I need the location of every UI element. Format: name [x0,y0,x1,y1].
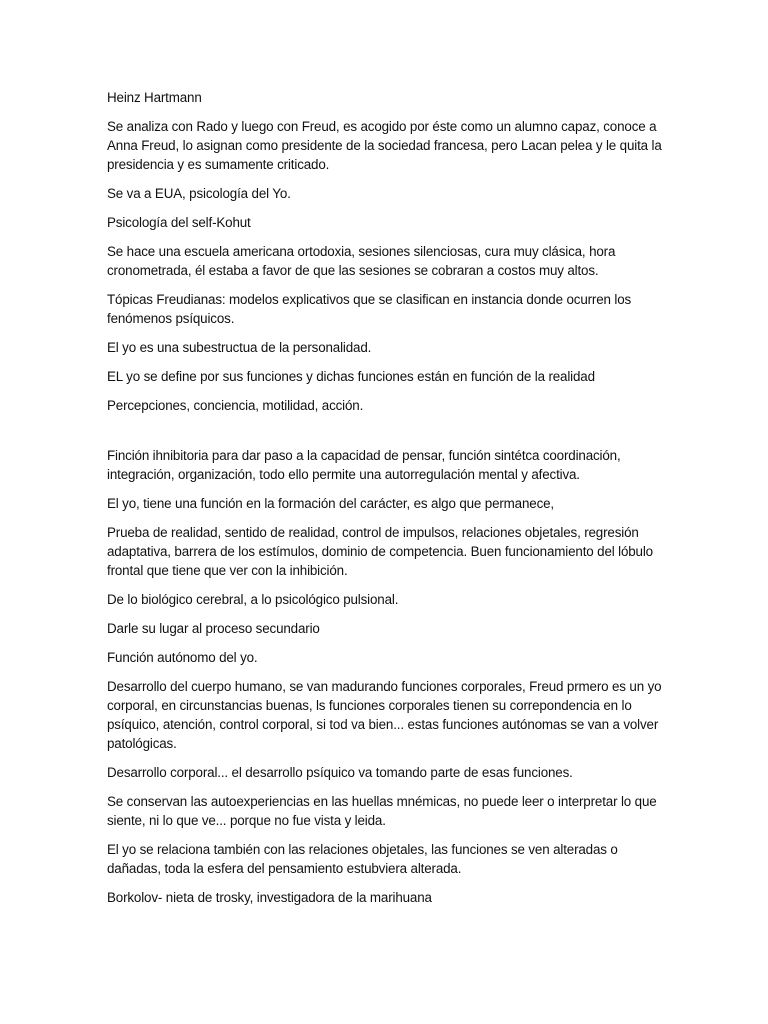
paragraph: Se conservan las autoexperiencias en las huellas mnémicas, no puede leer o interpretar lo que siente, ni lo que ve... porque no fue vista y leida. [107,794,661,828]
paragraph: Prueba de realidad, sentido de realidad, control de impulsos, relaciones objetales, regresión adaptativa, barrera de los estímulos, dominio de competencia. Buen funcionamiento del lóbulo frontal que tiene que ver con la inhibición. [107,525,657,578]
paragraph: Desarrollo corporal... el desarrollo psíquico va tomando parte de esas funciones. [107,765,573,780]
paragraph: Se hace una escuela americana ortodoxia, sesiones silenciosas, cura muy clásica, hora cronometrada, él estaba a favor de que las sesiones se cobraran a costos muy altos. [107,244,619,278]
paragraph: El yo es una subestructua de la personalidad. [107,340,372,355]
document-page [107,88,667,917]
paragraph: Finción ihnibitoria para dar paso a la capacidad de pensar, función sintétca coordinación, integración, organización, todo ello permite una autorregulación mental y afectiva. [107,448,625,482]
paragraph: EL yo se define por sus funciones y dichas funciones están en función de la realidad [107,369,595,384]
document-heading: Heinz Hartmann [107,90,202,105]
paragraph: De lo biológico cerebral, a lo psicológico pulsional. [107,592,399,607]
paragraph: Función autónomo del yo. [107,650,258,665]
paragraph: El yo, tiene una función en la formación del carácter, es algo que permanece, [107,496,554,511]
paragraph: Tópicas Freudianas: modelos explicativos que se clasifican en instancia donde ocurren los fenómenos psíquicos. [107,292,635,326]
paragraph: Se analiza con Rado y luego con Freud, es acogido por éste como un alumno capaz, conoce a Anna Freud, lo asignan como presidente de la sociedad francesa, pero Lacan pelea y le quita la presidencia y es sumamente criticado. [107,119,666,172]
paragraph: Psicología del self-Kohut [107,215,251,230]
paragraph: Percepciones, conciencia, motilidad, acción. [107,398,364,413]
blank-line [107,425,667,446]
paragraph: El yo se relaciona también con las relaciones objetales, las funciones se ven alteradas o dañadas, toda la esfera del pensamiento estubviera alterada. [107,842,622,876]
paragraph: Desarrollo del cuerpo humano, se van madurando funciones corporales, Freud prmero es un yo corporal, en circunstancias buenas, ls funciones corporales tienen su correpondencia en lo psíquico, atención, control corporal, si tod va bien... estas funciones autónomas se van a volver patológicas. [107,679,666,751]
paragraph: Darle su lugar al proceso secundario [107,621,320,636]
paragraph: Se va a EUA, psicología del Yo. [107,186,291,201]
paragraph: Borkolov- nieta de trosky, investigadora de la marihuana [107,890,432,905]
